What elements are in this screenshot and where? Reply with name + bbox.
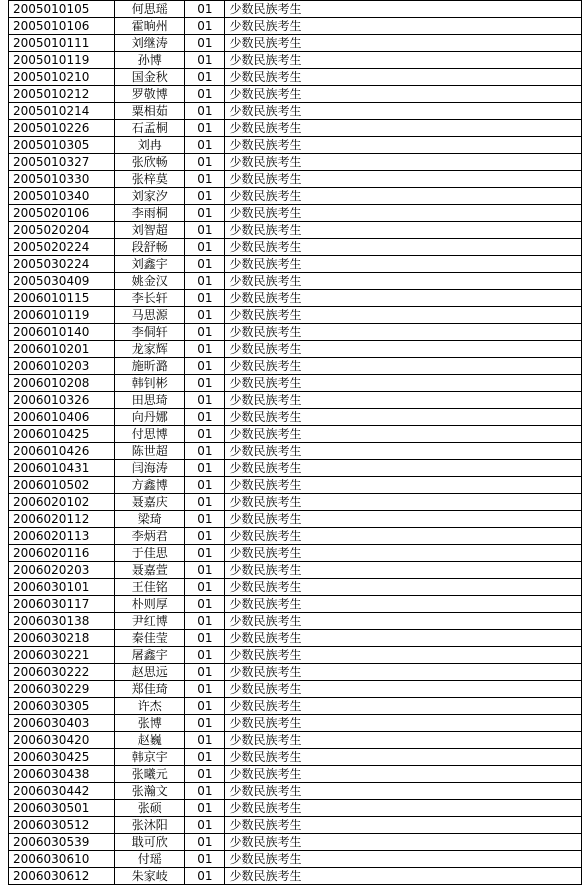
student-id-cell: 2005010226 — [9, 120, 115, 137]
table-row — [9, 783, 582, 800]
student-id-cell: 2006030403 — [9, 715, 115, 732]
student-id-cell: 2005010305 — [9, 137, 115, 154]
code-cell: 01 — [185, 375, 225, 392]
code-cell: 01 — [185, 562, 225, 579]
table-row — [9, 545, 582, 562]
table-row — [9, 630, 582, 647]
table-row — [9, 528, 582, 545]
code-cell: 01 — [185, 1, 225, 18]
code-cell: 01 — [185, 239, 225, 256]
category-cell: 少数民族考生 — [225, 749, 582, 766]
student-id-cell: 2005030224 — [9, 256, 115, 273]
student-name-cell: 何思瑶 — [115, 1, 185, 18]
student-id-cell: 2006010431 — [9, 460, 115, 477]
student-id-cell: 2005010330 — [9, 171, 115, 188]
category-cell: 少数民族考生 — [225, 137, 582, 154]
student-id-cell: 2006010140 — [9, 324, 115, 341]
category-cell: 少数民族考生 — [225, 1, 582, 18]
table-row — [9, 392, 582, 409]
table-row — [9, 103, 582, 120]
code-cell: 01 — [185, 171, 225, 188]
student-id-cell: 2006030442 — [9, 783, 115, 800]
student-name-cell: 尹红博 — [115, 613, 185, 630]
category-cell: 少数民族考生 — [225, 307, 582, 324]
table-row — [9, 579, 582, 596]
category-cell: 少数民族考生 — [225, 562, 582, 579]
category-cell: 少数民族考生 — [225, 69, 582, 86]
student-name-cell: 龙家辉 — [115, 341, 185, 358]
table-row — [9, 1, 582, 18]
student-id-cell: 2006030438 — [9, 766, 115, 783]
code-cell: 01 — [185, 613, 225, 630]
code-cell: 01 — [185, 477, 225, 494]
table-row — [9, 562, 582, 579]
category-cell: 少数民族考生 — [225, 171, 582, 188]
student-name-cell: 李长轩 — [115, 290, 185, 307]
code-cell: 01 — [185, 120, 225, 137]
category-cell: 少数民族考生 — [225, 35, 582, 52]
category-cell: 少数民族考生 — [225, 528, 582, 545]
code-cell: 01 — [185, 69, 225, 86]
code-cell: 01 — [185, 103, 225, 120]
student-id-cell: 2006010502 — [9, 477, 115, 494]
category-cell: 少数民族考生 — [225, 18, 582, 35]
code-cell: 01 — [185, 222, 225, 239]
category-cell: 少数民族考生 — [225, 324, 582, 341]
category-cell: 少数民族考生 — [225, 256, 582, 273]
table-row — [9, 358, 582, 375]
code-cell: 01 — [185, 545, 225, 562]
category-cell: 少数民族考生 — [225, 511, 582, 528]
student-name-cell: 付思博 — [115, 426, 185, 443]
category-cell: 少数民族考生 — [225, 766, 582, 783]
category-cell: 少数民族考生 — [225, 613, 582, 630]
table-row — [9, 443, 582, 460]
code-cell: 01 — [185, 392, 225, 409]
student-id-cell: 2006010201 — [9, 341, 115, 358]
table-row — [9, 324, 582, 341]
code-cell: 01 — [185, 307, 225, 324]
student-name-cell: 张博 — [115, 715, 185, 732]
student-id-cell: 2005030409 — [9, 273, 115, 290]
category-cell: 少数民族考生 — [225, 545, 582, 562]
student-id-cell: 2005020204 — [9, 222, 115, 239]
table-row — [9, 222, 582, 239]
category-cell: 少数民族考生 — [225, 868, 582, 885]
table-row — [9, 749, 582, 766]
category-cell: 少数民族考生 — [225, 188, 582, 205]
category-cell: 少数民族考生 — [225, 477, 582, 494]
category-cell: 少数民族考生 — [225, 290, 582, 307]
student-id-cell: 2006020112 — [9, 511, 115, 528]
category-cell: 少数民族考生 — [225, 222, 582, 239]
student-id-cell: 2005010111 — [9, 35, 115, 52]
table-row — [9, 494, 582, 511]
student-name-cell: 张沐阳 — [115, 817, 185, 834]
code-cell: 01 — [185, 749, 225, 766]
student-name-cell: 石孟桐 — [115, 120, 185, 137]
student-name-cell: 闫海涛 — [115, 460, 185, 477]
code-cell: 01 — [185, 426, 225, 443]
student-name-cell: 李雨桐 — [115, 205, 185, 222]
code-cell: 01 — [185, 18, 225, 35]
code-cell: 01 — [185, 409, 225, 426]
category-cell: 少数民族考生 — [225, 715, 582, 732]
code-cell: 01 — [185, 341, 225, 358]
code-cell: 01 — [185, 579, 225, 596]
student-name-cell: 韩京宇 — [115, 749, 185, 766]
table-row — [9, 698, 582, 715]
student-name-cell: 刘鑫宇 — [115, 256, 185, 273]
table-row — [9, 851, 582, 868]
table-row — [9, 35, 582, 52]
table-row — [9, 647, 582, 664]
table-row — [9, 613, 582, 630]
table-row — [9, 188, 582, 205]
code-cell: 01 — [185, 154, 225, 171]
code-cell: 01 — [185, 715, 225, 732]
code-cell: 01 — [185, 188, 225, 205]
student-id-cell: 2005010105 — [9, 1, 115, 18]
table-row — [9, 171, 582, 188]
table-row — [9, 69, 582, 86]
student-id-cell: 2006010203 — [9, 358, 115, 375]
student-name-cell: 梁琦 — [115, 511, 185, 528]
category-cell: 少数民族考生 — [225, 426, 582, 443]
category-cell: 少数民族考生 — [225, 154, 582, 171]
table-row — [9, 307, 582, 324]
student-name-cell: 朴则厚 — [115, 596, 185, 613]
student-name-cell: 郑佳琦 — [115, 681, 185, 698]
table-row — [9, 256, 582, 273]
table-row — [9, 800, 582, 817]
code-cell: 01 — [185, 52, 225, 69]
code-cell: 01 — [185, 664, 225, 681]
student-name-cell: 施昕潞 — [115, 358, 185, 375]
student-id-cell: 2005010106 — [9, 18, 115, 35]
student-id-cell: 2006030610 — [9, 851, 115, 868]
table-row — [9, 239, 582, 256]
table-row — [9, 766, 582, 783]
table-row — [9, 817, 582, 834]
student-id-cell: 2006010326 — [9, 392, 115, 409]
category-cell: 少数民族考生 — [225, 698, 582, 715]
student-name-cell: 姚金汉 — [115, 273, 185, 290]
code-cell: 01 — [185, 783, 225, 800]
student-id-cell: 2006010426 — [9, 443, 115, 460]
code-cell: 01 — [185, 358, 225, 375]
category-cell: 少数民族考生 — [225, 664, 582, 681]
student-name-cell: 赵思远 — [115, 664, 185, 681]
student-name-cell: 李炳君 — [115, 528, 185, 545]
table-row — [9, 681, 582, 698]
category-cell: 少数民族考生 — [225, 375, 582, 392]
student-name-cell: 张梓莫 — [115, 171, 185, 188]
table-row — [9, 834, 582, 851]
code-cell: 01 — [185, 256, 225, 273]
code-cell: 01 — [185, 35, 225, 52]
code-cell: 01 — [185, 698, 225, 715]
student-id-cell: 2005010212 — [9, 86, 115, 103]
table-row — [9, 341, 582, 358]
student-name-cell: 付瑶 — [115, 851, 185, 868]
student-id-cell: 2006030117 — [9, 596, 115, 613]
student-name-cell: 秦佳莹 — [115, 630, 185, 647]
code-cell: 01 — [185, 205, 225, 222]
student-name-cell: 戢可欣 — [115, 834, 185, 851]
student-id-cell: 2005010340 — [9, 188, 115, 205]
table-row — [9, 460, 582, 477]
category-cell: 少数民族考生 — [225, 358, 582, 375]
code-cell: 01 — [185, 324, 225, 341]
table-row — [9, 86, 582, 103]
code-cell: 01 — [185, 273, 225, 290]
table-row — [9, 273, 582, 290]
code-cell: 01 — [185, 443, 225, 460]
student-id-cell: 2006010425 — [9, 426, 115, 443]
category-cell: 少数民族考生 — [225, 52, 582, 69]
table-row — [9, 715, 582, 732]
student-id-cell: 2005020224 — [9, 239, 115, 256]
student-name-cell: 刘家汐 — [115, 188, 185, 205]
student-id-cell: 2006010115 — [9, 290, 115, 307]
category-cell: 少数民族考生 — [225, 817, 582, 834]
student-id-cell: 2006030138 — [9, 613, 115, 630]
code-cell: 01 — [185, 494, 225, 511]
category-cell: 少数民族考生 — [225, 851, 582, 868]
table-row — [9, 375, 582, 392]
student-id-cell: 2006020116 — [9, 545, 115, 562]
category-cell: 少数民族考生 — [225, 409, 582, 426]
category-cell: 少数民族考生 — [225, 103, 582, 120]
student-id-cell: 2006030222 — [9, 664, 115, 681]
category-cell: 少数民族考生 — [225, 681, 582, 698]
code-cell: 01 — [185, 630, 225, 647]
table-row — [9, 205, 582, 222]
student-id-cell: 2006020102 — [9, 494, 115, 511]
student-id-cell: 2006030420 — [9, 732, 115, 749]
table-row — [9, 18, 582, 35]
student-name-cell: 田思琦 — [115, 392, 185, 409]
student-name-cell: 聂嘉庆 — [115, 494, 185, 511]
table-row — [9, 477, 582, 494]
category-cell: 少数民族考生 — [225, 800, 582, 817]
student-id-cell: 2006030218 — [9, 630, 115, 647]
student-id-cell: 2005010210 — [9, 69, 115, 86]
student-id-cell: 2006030512 — [9, 817, 115, 834]
category-cell: 少数民族考生 — [225, 443, 582, 460]
student-name-cell: 李侗轩 — [115, 324, 185, 341]
code-cell: 01 — [185, 766, 225, 783]
student-name-cell: 罗敬博 — [115, 86, 185, 103]
code-cell: 01 — [185, 86, 225, 103]
table-row — [9, 868, 582, 885]
roster-table-body — [9, 1, 582, 885]
code-cell: 01 — [185, 851, 225, 868]
student-name-cell: 张欣畅 — [115, 154, 185, 171]
student-name-cell: 马思源 — [115, 307, 185, 324]
roster-table — [8, 0, 582, 885]
student-name-cell: 国金秋 — [115, 69, 185, 86]
student-name-cell: 屠鑫宇 — [115, 647, 185, 664]
student-name-cell: 韩钊彬 — [115, 375, 185, 392]
student-name-cell: 霍晌州 — [115, 18, 185, 35]
student-name-cell: 许杰 — [115, 698, 185, 715]
student-name-cell: 张硕 — [115, 800, 185, 817]
student-id-cell: 2006020203 — [9, 562, 115, 579]
category-cell: 少数民族考生 — [225, 341, 582, 358]
table-row — [9, 426, 582, 443]
code-cell: 01 — [185, 834, 225, 851]
student-id-cell: 2005010327 — [9, 154, 115, 171]
student-name-cell: 段舒畅 — [115, 239, 185, 256]
student-name-cell: 赵巍 — [115, 732, 185, 749]
table-row — [9, 511, 582, 528]
student-id-cell: 2005010214 — [9, 103, 115, 120]
category-cell: 少数民族考生 — [225, 596, 582, 613]
table-row — [9, 154, 582, 171]
code-cell: 01 — [185, 681, 225, 698]
code-cell: 01 — [185, 732, 225, 749]
student-name-cell: 王佳铭 — [115, 579, 185, 596]
student-name-cell: 方鑫博 — [115, 477, 185, 494]
student-name-cell: 向丹娜 — [115, 409, 185, 426]
student-name-cell: 聂嘉萱 — [115, 562, 185, 579]
table-row — [9, 596, 582, 613]
student-id-cell: 2006030221 — [9, 647, 115, 664]
category-cell: 少数民族考生 — [225, 732, 582, 749]
category-cell: 少数民族考生 — [225, 86, 582, 103]
category-cell: 少数民族考生 — [225, 783, 582, 800]
student-id-cell: 2006030612 — [9, 868, 115, 885]
student-id-cell: 2006010406 — [9, 409, 115, 426]
student-id-cell: 2005020106 — [9, 205, 115, 222]
category-cell: 少数民族考生 — [225, 120, 582, 137]
code-cell: 01 — [185, 460, 225, 477]
student-id-cell: 2006030229 — [9, 681, 115, 698]
code-cell: 01 — [185, 800, 225, 817]
student-name-cell: 刘冉 — [115, 137, 185, 154]
student-id-cell: 2006030425 — [9, 749, 115, 766]
category-cell: 少数民族考生 — [225, 273, 582, 290]
category-cell: 少数民族考生 — [225, 392, 582, 409]
code-cell: 01 — [185, 817, 225, 834]
student-id-cell: 2006030305 — [9, 698, 115, 715]
student-id-cell: 2006020113 — [9, 528, 115, 545]
category-cell: 少数民族考生 — [225, 579, 582, 596]
student-name-cell: 孙博 — [115, 52, 185, 69]
student-id-cell: 2006010119 — [9, 307, 115, 324]
code-cell: 01 — [185, 137, 225, 154]
category-cell: 少数民族考生 — [225, 460, 582, 477]
student-id-cell: 2006030539 — [9, 834, 115, 851]
student-name-cell: 陈世超 — [115, 443, 185, 460]
category-cell: 少数民族考生 — [225, 239, 582, 256]
code-cell: 01 — [185, 868, 225, 885]
student-name-cell: 张瀚文 — [115, 783, 185, 800]
student-id-cell: 2006030101 — [9, 579, 115, 596]
table-row — [9, 409, 582, 426]
code-cell: 01 — [185, 511, 225, 528]
table-row — [9, 732, 582, 749]
category-cell: 少数民族考生 — [225, 647, 582, 664]
table-row — [9, 664, 582, 681]
student-name-cell: 粟相茹 — [115, 103, 185, 120]
student-name-cell: 张曦元 — [115, 766, 185, 783]
student-id-cell: 2005010119 — [9, 52, 115, 69]
category-cell: 少数民族考生 — [225, 494, 582, 511]
code-cell: 01 — [185, 290, 225, 307]
code-cell: 01 — [185, 528, 225, 545]
table-row — [9, 120, 582, 137]
student-name-cell: 刘继涛 — [115, 35, 185, 52]
category-cell: 少数民族考生 — [225, 834, 582, 851]
table-row — [9, 290, 582, 307]
student-name-cell: 朱家岐 — [115, 868, 185, 885]
table-row — [9, 137, 582, 154]
table-row — [9, 52, 582, 69]
code-cell: 01 — [185, 596, 225, 613]
category-cell: 少数民族考生 — [225, 205, 582, 222]
student-name-cell: 于佳思 — [115, 545, 185, 562]
student-id-cell: 2006010208 — [9, 375, 115, 392]
student-name-cell: 刘智超 — [115, 222, 185, 239]
code-cell: 01 — [185, 647, 225, 664]
category-cell: 少数民族考生 — [225, 630, 582, 647]
student-id-cell: 2006030501 — [9, 800, 115, 817]
